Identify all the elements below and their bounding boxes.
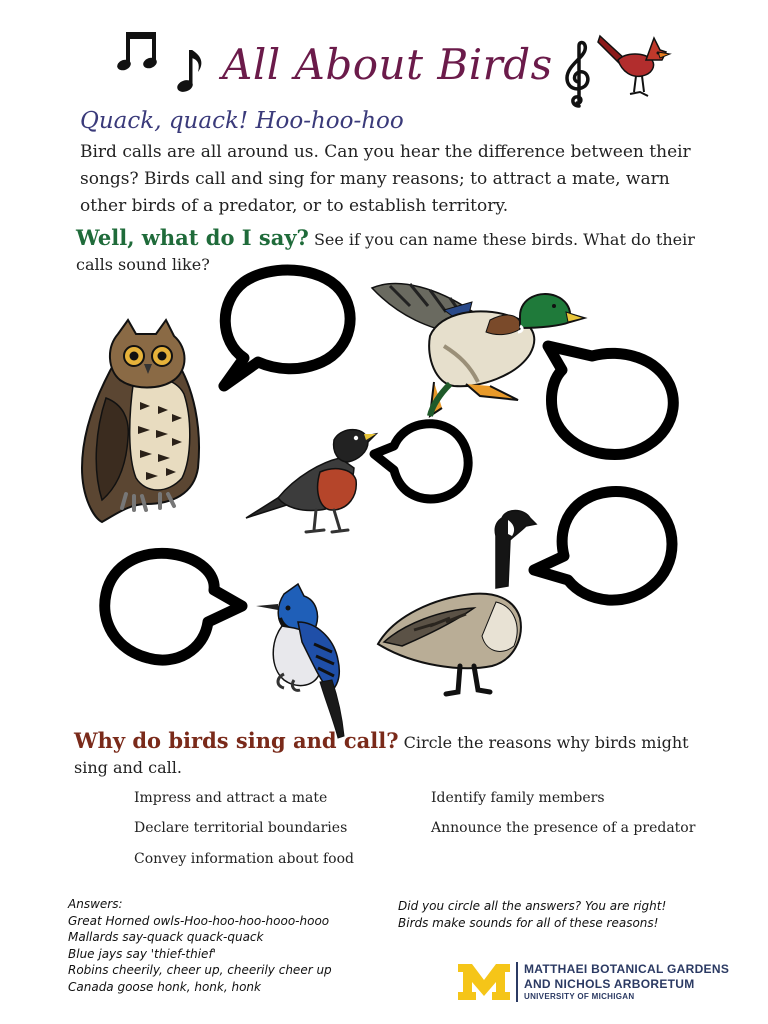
logo-line-1: MATTHAEI BOTANICAL GARDENS — [524, 962, 730, 976]
answer-line: Mallards say-quack quack-quack — [68, 930, 264, 944]
canada-goose-icon — [374, 506, 536, 700]
intro-subtitle: Quack, quack! Hoo-hoo-hoo — [80, 108, 404, 134]
reason-item[interactable]: Impress and attract a mate — [134, 790, 328, 806]
section-say — [76, 225, 716, 277]
cardinal-icon — [596, 30, 674, 106]
speech-bubble-robin[interactable] — [366, 414, 478, 512]
section-say-text: See if you can name these birds. What do their calls sound like? — [76, 230, 695, 274]
answer-line: Canada goose honk, honk, honk — [68, 979, 261, 994]
section-why-text: Circle the reasons why birds might sing and call. — [74, 733, 689, 777]
mallard-icon — [370, 276, 586, 424]
speech-bubble-goose[interactable] — [528, 484, 682, 616]
logo-line-2: AND NICHOLS ARBORETUM — [524, 977, 695, 991]
robin-icon — [244, 422, 378, 546]
reason-item[interactable]: Identify family members — [431, 790, 605, 806]
answer-note: Did you circle all the answers? You are right! Birds make sounds for all of these reasons! — [398, 899, 667, 930]
intro-paragraph: Bird calls are all around us. Can you hear the difference between their songs? Birds call and sing for many reasons; to attract a mate, warn other birds of a predator, or to establish territory. — [80, 142, 691, 216]
reason-item[interactable]: Announce the presence of a predator — [431, 820, 696, 836]
speech-bubble-owl[interactable] — [210, 262, 360, 396]
logo-line-3: UNIVERSITY OF MICHIGAN — [524, 992, 635, 1001]
answer-line: Blue jays say 'thief-thief' — [68, 946, 216, 961]
page-title: All About Birds — [222, 40, 553, 89]
beamed-eighth-notes-icon — [118, 30, 162, 78]
speech-bubble-bluejay[interactable] — [96, 546, 250, 678]
section-why-heading: Why do birds sing and call? — [74, 728, 399, 753]
block-m-icon — [456, 962, 512, 1006]
eighth-note-icon — [176, 48, 206, 98]
blue-jay-icon — [254, 582, 354, 744]
answer-line: Great Horned owls-Hoo-hoo-hoo-hooo-hooo — [68, 913, 330, 928]
logo-divider — [516, 962, 518, 1002]
reason-item[interactable]: Declare territorial boundaries — [134, 820, 348, 836]
section-say-heading: Well, what do I say? — [76, 225, 309, 250]
answers-label: Answers: — [68, 897, 123, 911]
answer-line: Robins cheerily, cheer up, cheerily cheer up — [68, 963, 332, 977]
section-why — [74, 728, 724, 780]
treble-clef-icon — [561, 40, 597, 112]
answers-block — [68, 896, 388, 995]
reason-item[interactable]: Convey information about food — [134, 851, 354, 867]
great-horned-owl-icon — [76, 318, 206, 528]
